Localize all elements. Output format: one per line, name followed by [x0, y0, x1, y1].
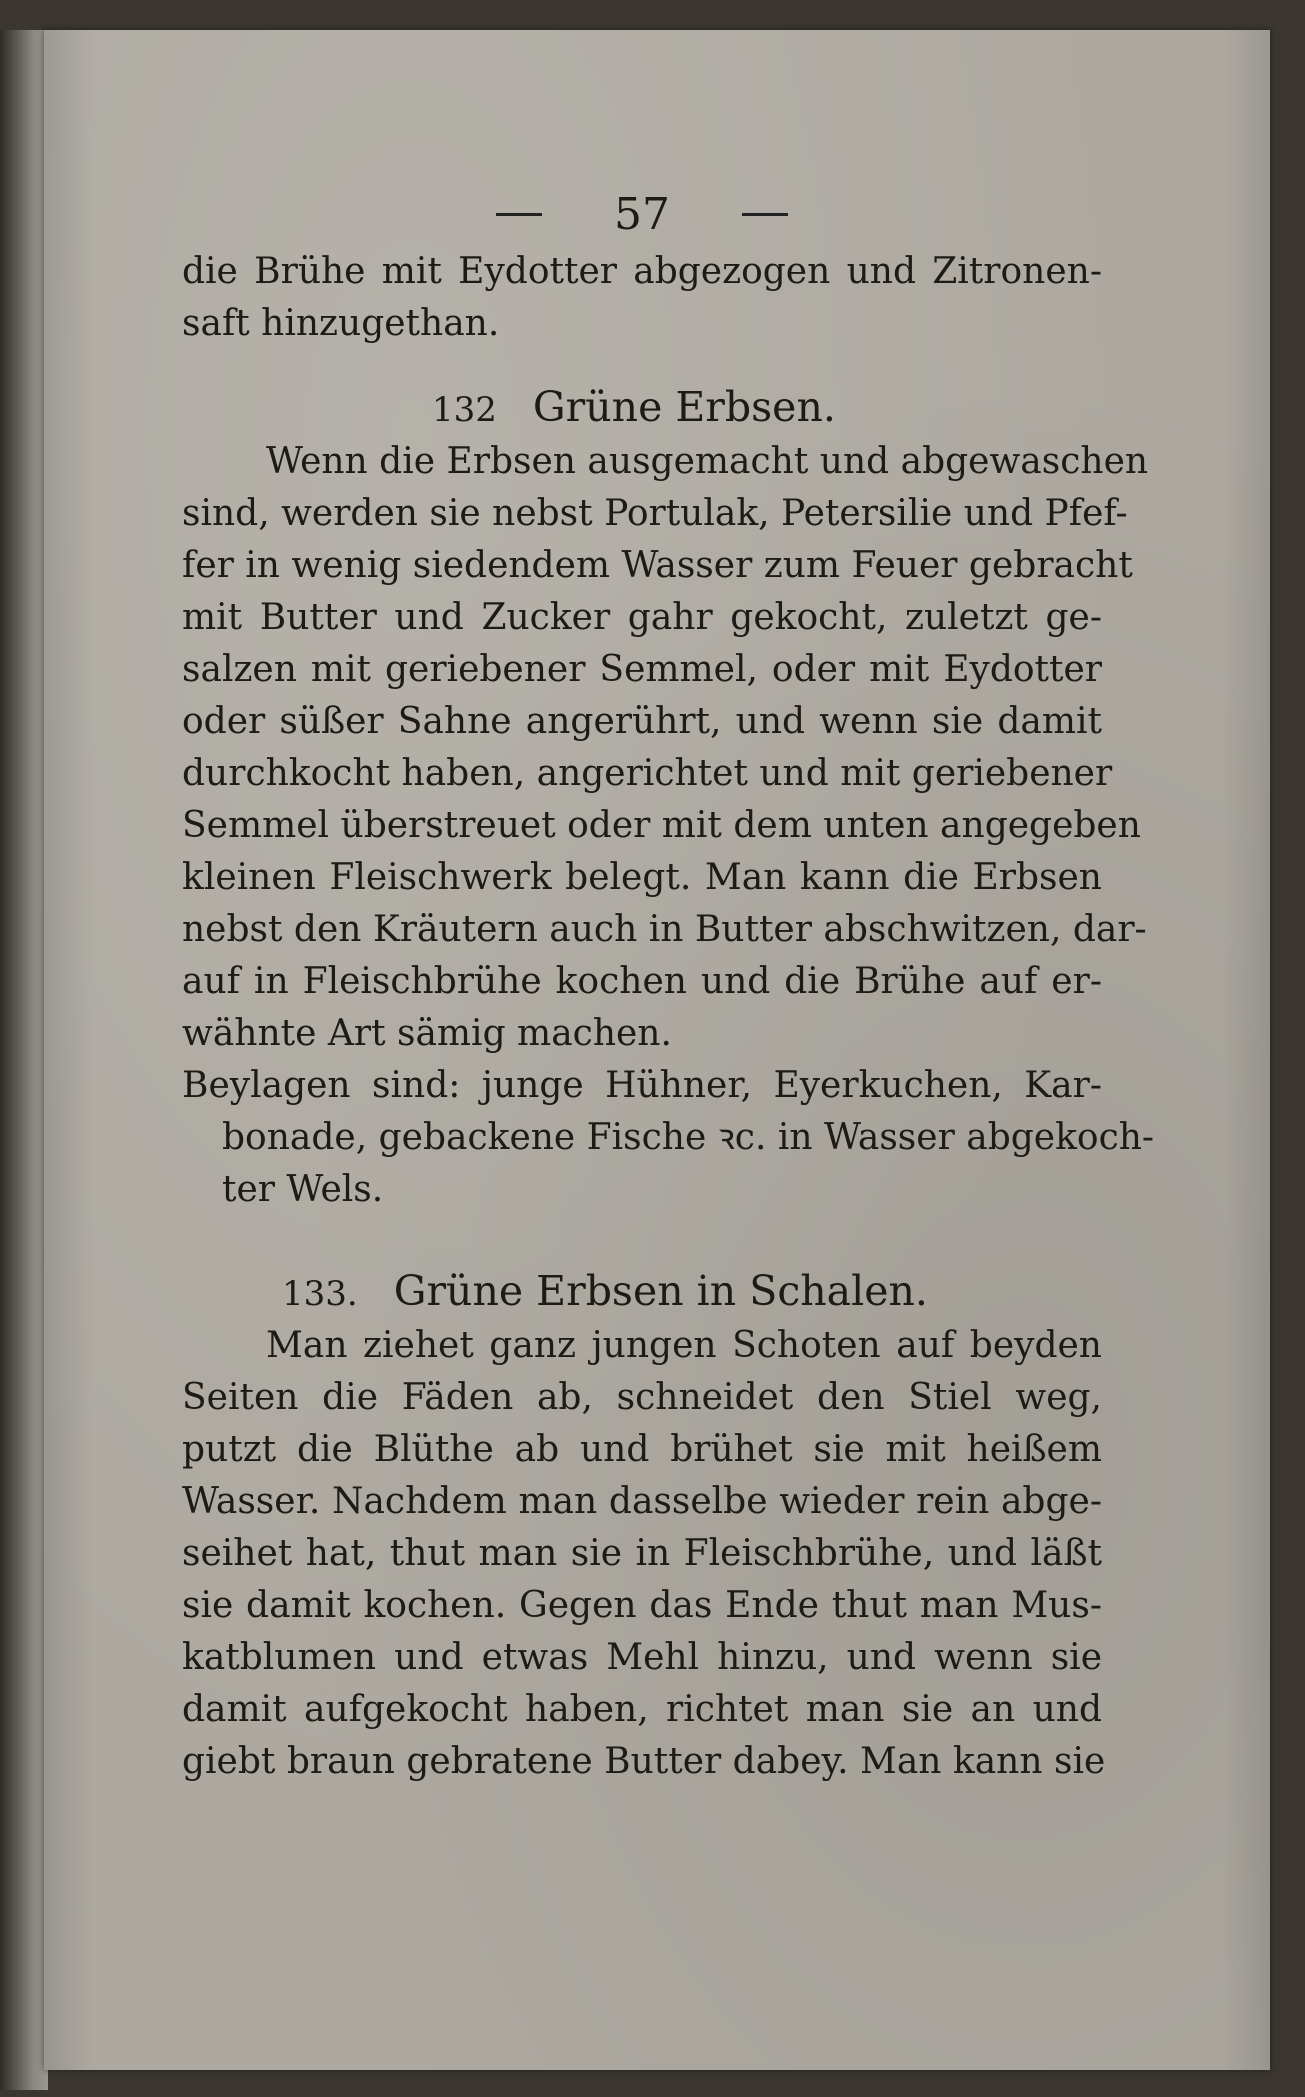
- recipe-heading-133: [182, 1262, 1102, 1320]
- text-line: Semmel überstreuet oder mit dem unten angegeben: [182, 805, 1141, 846]
- text-line: sind, werden sie nebst Portulak, Petersilie und Pfef-: [182, 493, 1128, 534]
- recipe-number: 133.: [282, 1274, 358, 1314]
- text-line: kleinen Fleischwerk belegt. Man kann die Erbsen: [182, 857, 1102, 898]
- text-line: fer in wenig siedendem Wasser zum Feuer gebracht: [182, 545, 1133, 586]
- book-page: [44, 30, 1270, 2070]
- text-line: die Brühe mit Eydotter abgezogen und Zitronen-: [182, 251, 1102, 292]
- header-dash-right: [742, 213, 788, 216]
- text-line: salzen mit geriebener Semmel, oder mit Eydotter: [182, 649, 1102, 690]
- text-line: auf in Fleischbrühe kochen und die Brühe auf er-: [182, 961, 1102, 1002]
- book-spine-edge: [0, 30, 48, 2090]
- text-line: bonade, gebackene Fische ꝛc. in Wasser abgekoch-: [222, 1117, 1155, 1158]
- continuation-paragraph: [182, 246, 1102, 350]
- recipe-number: 132: [432, 390, 497, 430]
- text-line: damit aufgekocht haben, richtet man sie an und: [182, 1689, 1102, 1730]
- recipe-title: Grüne Erbsen in Schalen.: [393, 1267, 928, 1315]
- text-line: Seiten die Fäden ab, schneidet den Stiel weg,: [182, 1377, 1102, 1418]
- text-line: katblumen und etwas Mehl hinzu, und wenn sie: [182, 1637, 1102, 1678]
- page-number: 57: [614, 188, 670, 240]
- text-line: wähnte Art sämig machen.: [182, 1013, 672, 1054]
- text-line: ter Wels.: [222, 1169, 384, 1210]
- text-line: seihet hat, thut man sie in Fleischbrühe, und läßt: [182, 1533, 1102, 1574]
- recipe-body-132: [182, 436, 1149, 1060]
- recipe-body-133: [182, 1320, 1106, 1788]
- text-line: Beylagen sind: junge Hühner, Eyerkuchen, Kar-: [182, 1065, 1102, 1106]
- side-dishes-132: [182, 1060, 1155, 1216]
- text-line: oder süßer Sahne angerührt, und wenn sie damit: [182, 701, 1102, 742]
- text-line: sie damit kochen. Gegen das Ende thut man Mus-: [182, 1585, 1102, 1626]
- text-line: Man ziehet ganz jungen Schoten auf beyden: [266, 1325, 1102, 1366]
- text-line: Wasser. Nachdem man dasselbe wieder rein abge-: [182, 1481, 1102, 1522]
- recipe-heading-132: [182, 378, 1102, 436]
- recipe-title: Grüne Erbsen.: [532, 383, 836, 431]
- text-line: nebst den Kräutern auch in Butter abschwitzen, dar-: [182, 909, 1147, 950]
- page-text: [182, 188, 1155, 1788]
- text-line: putzt die Blüthe ab und brühet sie mit heißem: [182, 1429, 1102, 1470]
- text-line: durchkocht haben, angerichtet und mit geriebener: [182, 753, 1113, 794]
- text-line: giebt braun gebratene Butter dabey. Man kann sie: [182, 1741, 1106, 1782]
- text-line: saft hinzugethan.: [182, 303, 500, 344]
- page-header: [182, 190, 1102, 238]
- header-dash-left: [496, 213, 542, 216]
- text-line: Wenn die Erbsen ausgemacht und abgewaschen: [266, 441, 1149, 482]
- text-line: mit Butter und Zucker gahr gekocht, zuletzt ge-: [182, 597, 1102, 638]
